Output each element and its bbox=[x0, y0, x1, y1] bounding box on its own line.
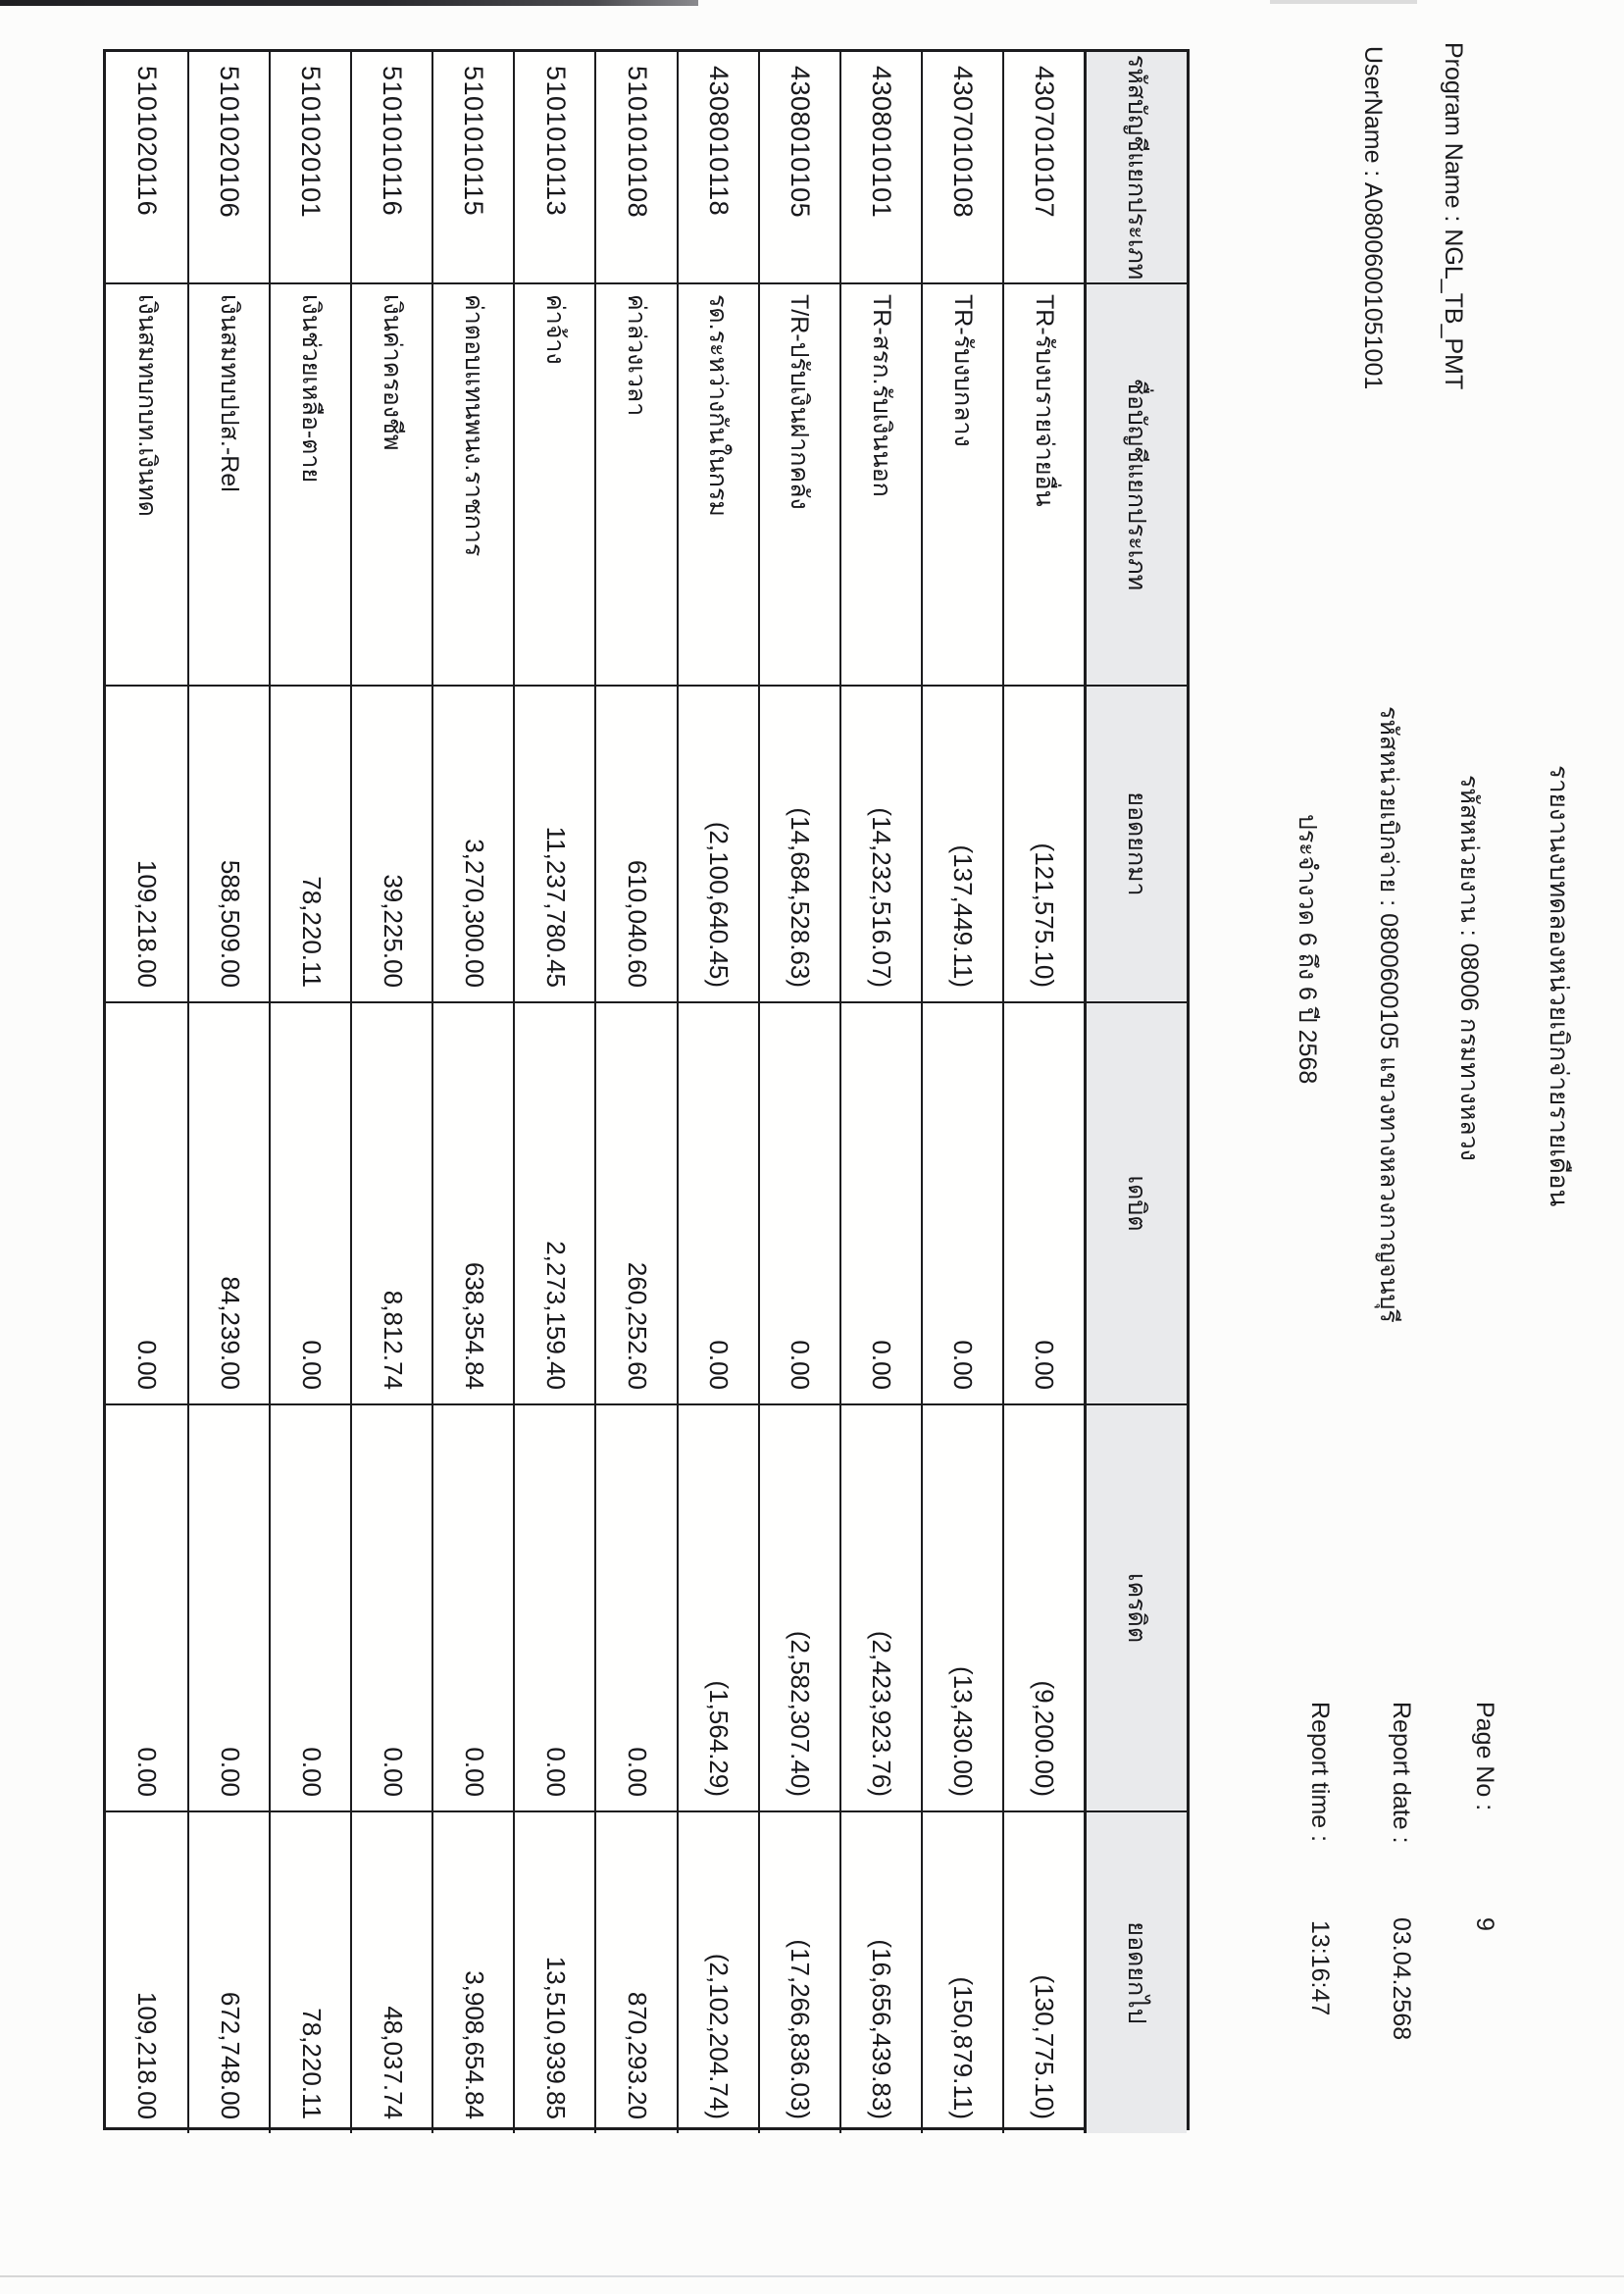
amount-debit: 0.00 bbox=[1002, 1003, 1084, 1405]
column-header-credit: เครดิต bbox=[1084, 1405, 1187, 1812]
amount-credit: 0.00 bbox=[595, 1405, 677, 1812]
account-code: 5101020101 bbox=[269, 52, 350, 284]
column-header-cf: ยอดยกไป bbox=[1084, 1812, 1187, 2133]
account-name: เงินช่วยเหลือ-ตาย bbox=[269, 284, 350, 687]
amount-credit: 0.00 bbox=[431, 1405, 513, 1812]
amount-debit: 260,252.60 bbox=[595, 1003, 677, 1405]
account-name: TR-รับงบรายจ่ายอื่น bbox=[1002, 284, 1084, 687]
amount-credit: 0.00 bbox=[269, 1405, 350, 1812]
amount-cf: (17,266,836.03) bbox=[758, 1812, 839, 2133]
account-code: 4308010101 bbox=[839, 52, 921, 284]
amount-cf: 3,908,654.84 bbox=[431, 1812, 513, 2133]
amount-bf: 3,270,300.00 bbox=[431, 687, 513, 1003]
amount-cf: 870,293.20 bbox=[595, 1812, 677, 2133]
report-date-label: Report date : bbox=[1388, 1702, 1415, 1844]
amount-debit: 0.00 bbox=[106, 1003, 187, 1405]
amount-bf: 109,218.00 bbox=[106, 687, 187, 1003]
amount-cf: 13,510,939.85 bbox=[513, 1812, 594, 2133]
page-no-value: 9 bbox=[1471, 1917, 1498, 1931]
amount-credit: (2,582,307.40) bbox=[758, 1405, 839, 1812]
username-line: UserName : A08006001051001 bbox=[1359, 46, 1387, 390]
account-code: 5101020106 bbox=[187, 52, 269, 284]
amount-credit: 0.00 bbox=[350, 1405, 431, 1812]
account-name: TR-สรก.รับเงินนอก bbox=[839, 284, 921, 687]
report-time-value: 13:16:47 bbox=[1306, 1920, 1334, 2016]
amount-bf: (14,684,528.63) bbox=[758, 687, 839, 1003]
amount-debit: 84,239.00 bbox=[187, 1003, 269, 1405]
amount-debit: 0.00 bbox=[677, 1003, 758, 1405]
account-name: ค่าจ้าง bbox=[513, 284, 594, 687]
amount-credit: 0.00 bbox=[187, 1405, 269, 1812]
amount-cf: (2,102,204.74) bbox=[677, 1812, 758, 2133]
account-name: ค่าล่วงเวลา bbox=[595, 284, 677, 687]
account-name: เงินสมทบกบท.เงินทด bbox=[106, 284, 187, 687]
report-title: รายงานงบทดลองหน่วยเบิกจ่ายรายเดือน bbox=[1545, 765, 1574, 1207]
amount-credit: 0.00 bbox=[106, 1405, 187, 1812]
account-code: 4308010105 bbox=[758, 52, 839, 284]
amount-bf: 588,509.00 bbox=[187, 687, 269, 1003]
account-code: 4308010118 bbox=[677, 52, 758, 284]
amount-bf: 11,237,780.45 bbox=[513, 687, 594, 1003]
amount-debit: 2,273,159.40 bbox=[513, 1003, 594, 1405]
account-code: 5101010116 bbox=[350, 52, 431, 284]
amount-cf: 48,037.74 bbox=[350, 1812, 431, 2133]
page-no-label: Page No : bbox=[1471, 1702, 1498, 1811]
amount-credit: (1,564.29) bbox=[677, 1405, 758, 1812]
column-header-debit: เดบิต bbox=[1084, 1003, 1187, 1405]
amount-bf: (2,100,640.45) bbox=[677, 687, 758, 1003]
period-line: ประจำงวด 6 ถึง 6 ปี 2568 bbox=[1294, 814, 1321, 1085]
amount-cf: (130,775.10) bbox=[1002, 1812, 1084, 2133]
trial-balance-table bbox=[103, 49, 1190, 2130]
amount-debit: 0.00 bbox=[839, 1003, 921, 1405]
account-name: เงินค่าครองชีพ bbox=[350, 284, 431, 687]
account-name: รด.ระหว่างกันในกรม bbox=[677, 284, 758, 687]
amount-cf: 672,748.00 bbox=[187, 1812, 269, 2133]
amount-bf: 39,225.00 bbox=[350, 687, 431, 1003]
amount-credit: (13,430.00) bbox=[921, 1405, 1002, 1812]
report-date-value: 03.04.2568 bbox=[1388, 1917, 1415, 2041]
report-time-label: Report time : bbox=[1306, 1702, 1334, 1843]
amount-bf: (14,232,516.07) bbox=[839, 687, 921, 1003]
program-name-line: Program Name : NGL_TB_PMT bbox=[1440, 42, 1467, 390]
column-header-code: รหัสบัญชีแยกประเภท bbox=[1084, 52, 1187, 284]
account-code: 4307010108 bbox=[921, 52, 1002, 284]
column-header-bf: ยอดยกมา bbox=[1084, 687, 1187, 1003]
amount-credit: 0.00 bbox=[513, 1405, 594, 1812]
agency-code-line: รหัสหน่วยงาน : 08006 กรมทางหลวง bbox=[1455, 775, 1483, 1161]
amount-debit: 638,354.84 bbox=[431, 1003, 513, 1405]
account-name: T/R-ปรับเงินฝากคลัง bbox=[758, 284, 839, 687]
amount-cf: (16,656,439.83) bbox=[839, 1812, 921, 2133]
amount-debit: 8,812.74 bbox=[350, 1003, 431, 1405]
account-name: ค่าตอบแทนพนง.ราชการ bbox=[431, 284, 513, 687]
amount-credit: (9,200.00) bbox=[1002, 1405, 1084, 1812]
account-code: 5101010108 bbox=[595, 52, 677, 284]
account-code: 5101010115 bbox=[431, 52, 513, 284]
column-header-name: ชื่อบัญชีแยกประเภท bbox=[1084, 284, 1187, 687]
account-name: TR-รับงบกลาง bbox=[921, 284, 1002, 687]
amount-bf: 610,040.60 bbox=[595, 687, 677, 1003]
amount-credit: (2,423,923.76) bbox=[839, 1405, 921, 1812]
amount-cf: (150,879.11) bbox=[921, 1812, 1002, 2133]
account-code: 5101010113 bbox=[513, 52, 594, 284]
account-name: เงินสมทบปปส.-Rel bbox=[187, 284, 269, 687]
amount-bf: 78,220.11 bbox=[269, 687, 350, 1003]
amount-cf: 109,218.00 bbox=[132, 1991, 163, 2119]
account-code: 5101020116 bbox=[106, 52, 187, 284]
amount-debit: 0.00 bbox=[921, 1003, 1002, 1405]
amount-debit: 0.00 bbox=[269, 1003, 350, 1405]
amount-bf: (121,575.10) bbox=[1002, 687, 1084, 1003]
amount-bf: (137,449.11) bbox=[921, 687, 1002, 1003]
amount-cf: 78,220.11 bbox=[269, 1812, 350, 2133]
amount-debit: 0.00 bbox=[758, 1003, 839, 1405]
account-code: 4307010107 bbox=[1002, 52, 1084, 284]
payment-unit-line: รหัสหน่วยเบิกจ่าย : 0800600105 แขวงทางหลวงกาญจนบุรี bbox=[1375, 706, 1402, 1323]
